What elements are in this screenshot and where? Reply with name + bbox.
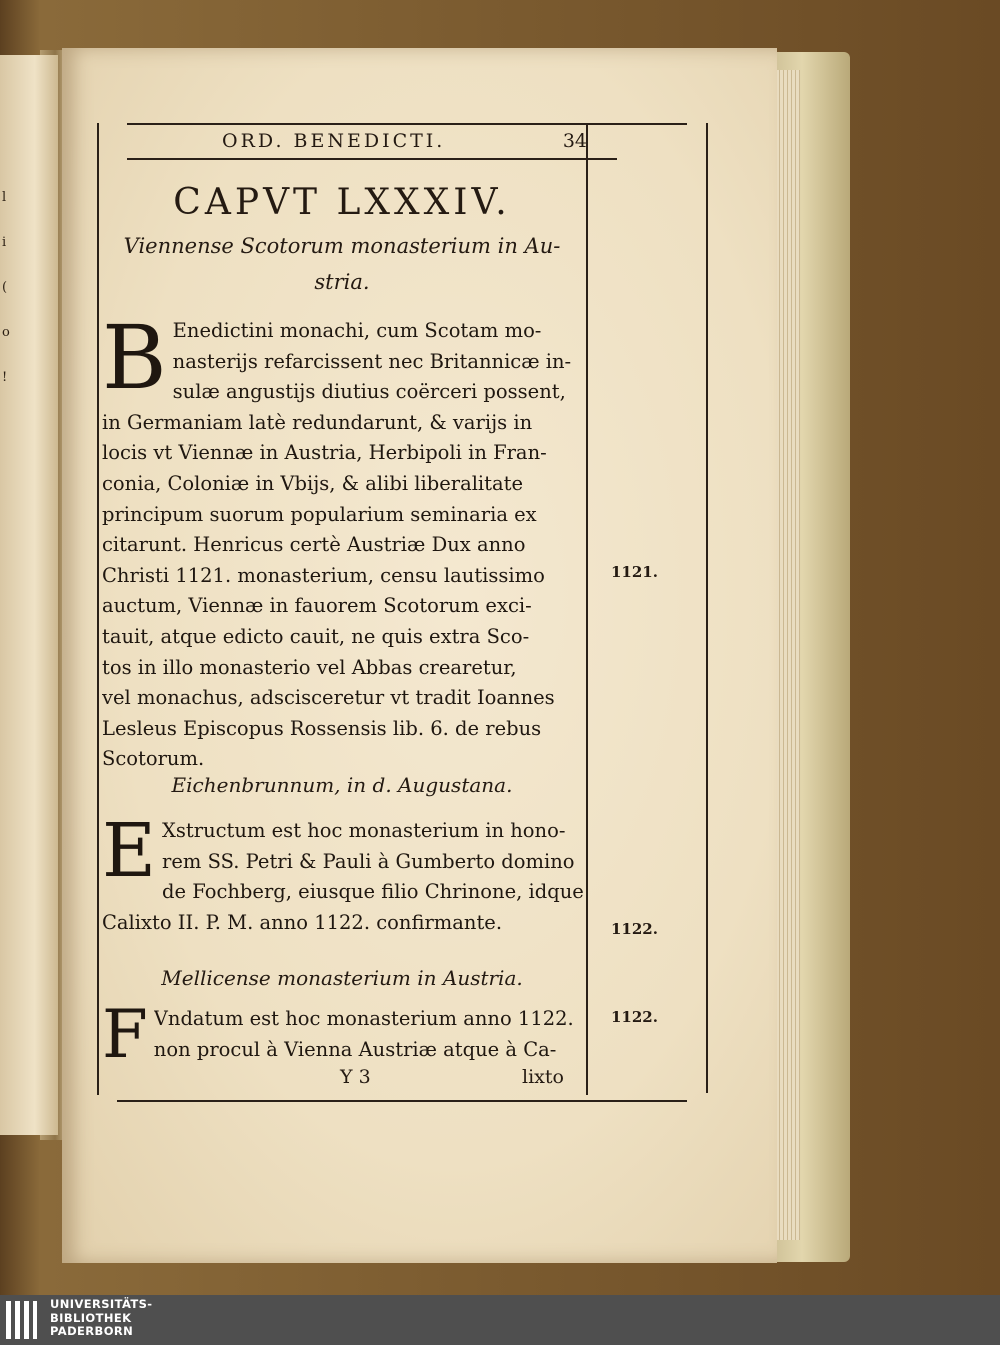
library-name <box>50 1298 152 1339</box>
text-line: nasterijs refarcissent nec Britannicæ in- <box>172 349 572 373</box>
paragraph-viennense <box>102 306 584 775</box>
library-footer <box>0 1295 1000 1345</box>
text-line: in Germaniam latè redundarunt, & varijs in <box>102 410 533 434</box>
library-name-line: PADERBORN <box>50 1324 134 1338</box>
margin-date: 1121. <box>611 563 658 581</box>
running-header <box>102 130 587 160</box>
text-line: principum suorum popularium seminaria ex <box>102 502 537 526</box>
drop-cap: F <box>102 996 148 1073</box>
text-line: locis vt Viennæ in Austria, Herbipoli in Fran- <box>102 441 547 465</box>
library-name-line: BIBLIOTHEK <box>50 1310 132 1325</box>
text-line: tos in illo monasterio vel Abbas crearetur, <box>102 655 517 679</box>
text-line: Enedictini monachi, cum Scotam mo- <box>172 319 542 342</box>
subtitle-line: Viennense Scotorum monasterium in Au- <box>123 234 561 258</box>
drop-cap: E <box>102 808 157 894</box>
paragraph-eichenbrunnum <box>102 808 584 938</box>
left-fragment: o <box>2 325 10 340</box>
section-heading-eichenbrunnum: Eichenbrunnum, in d. Augustana. <box>171 773 513 797</box>
book-page <box>62 48 777 1263</box>
text-line: de Fochberg, eiusque filio Chrinone, idque <box>162 880 584 904</box>
text-line: Calixto II. P. M. anno 1122. confirmante. <box>102 910 503 934</box>
running-title: ORD. BENEDICTI. <box>222 130 446 152</box>
text-line: sulæ angustijs diutius coërceri possent, <box>172 380 566 404</box>
left-page-edge <box>0 55 58 1135</box>
text-line: citarunt. Henricus certè Austriæ Dux anno <box>102 533 526 557</box>
margin-rule <box>706 123 708 1093</box>
signature-mark: Y 3 <box>340 1066 371 1088</box>
text-line: vel monachus, adsciscеretur vt tradit Ioannes <box>102 686 555 710</box>
library-logo-icon <box>6 1301 44 1339</box>
left-fragment: l <box>2 190 7 205</box>
text-line: Scotorum. <box>102 747 205 771</box>
catchword: lixto <box>522 1066 564 1088</box>
library-name-line: UNIVERSITÄTS- <box>50 1297 153 1311</box>
margin-date: 1122. <box>611 920 658 938</box>
drop-cap: B <box>102 306 167 409</box>
left-page-fragments <box>2 175 14 595</box>
chapter-title: CAPVT LXXXIV. <box>173 182 511 223</box>
text-line: rem SS. Petri & Pauli à Gumberto domino <box>162 849 575 873</box>
page-number: 34 <box>562 130 587 152</box>
text-line: Christi 1121. monasterium, censu lautissimo <box>102 563 545 587</box>
left-fragment: ! <box>2 370 8 385</box>
subtitle-line: stria. <box>314 270 370 294</box>
chapter-subtitle <box>122 228 562 300</box>
left-fragment: i <box>2 235 7 250</box>
text-line: conia, Coloniæ in Vbijs, & alibi liberalitate <box>102 471 524 495</box>
text-line: auctum, Viennæ in fauorem Scotorum exci- <box>102 594 532 618</box>
paragraph-mellicense <box>102 996 584 1073</box>
text-line: Xstructum est hoc monasterium in hono- <box>162 819 566 842</box>
text-line: tauit, atque edicto cauit, ne quis extra Sco- <box>102 624 530 648</box>
margin-date: 1122. <box>611 1008 658 1026</box>
left-fragment: ( <box>2 280 8 295</box>
section-heading-mellicense: Mellicense monasterium in Austria. <box>161 966 523 990</box>
bottom-rule <box>117 1100 687 1102</box>
text-line: Lesleus Episcopus Rossensis lib. 6. de rebus <box>102 716 542 740</box>
text-line: Vndatum est hoc monasterium anno 1122. <box>153 1007 574 1030</box>
text-line: non procul à Vienna Austriæ atque à Ca- <box>153 1037 557 1061</box>
